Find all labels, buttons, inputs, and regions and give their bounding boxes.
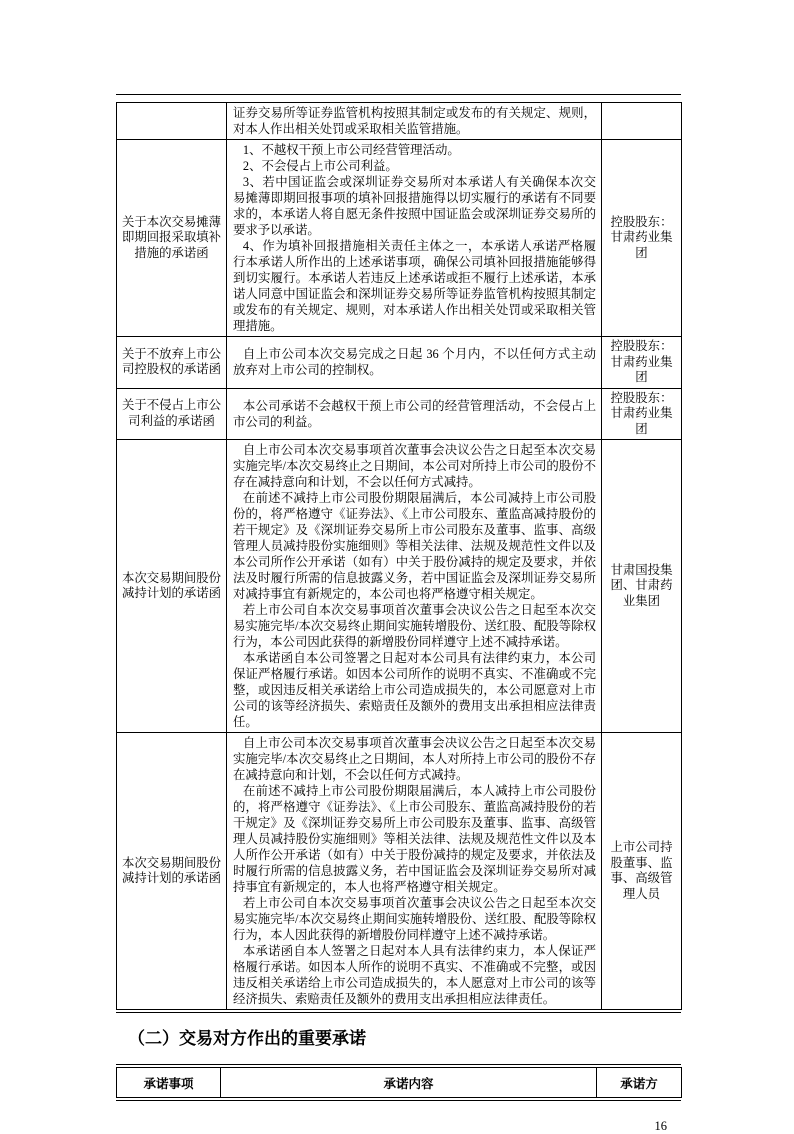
table-row xyxy=(117,733,682,1010)
commitment-content-cell xyxy=(227,388,602,440)
commitment-item-cell xyxy=(117,103,227,140)
paragraph: 自上市公司本次交易事项首次董事会决议公告之日起至本次交易实施完毕/本次交易终止之日期间，本人对所持上市公司的股份不存在减持意向和计划，不会以任何方式减持。 xyxy=(233,736,596,782)
commitment-party-cell xyxy=(602,103,682,140)
table-row xyxy=(117,337,682,389)
header-cell-content: 承诺内容 xyxy=(221,1068,597,1098)
commitment-content-cell xyxy=(227,337,602,389)
paragraph: 本承诺函自本公司签署之日起对本公司具有法律约束力，本公司保证严格履行承诺。如因本公司所作的说明不真实、不准确或不完整，或因违反相关承诺给上市公司造成损失的，本公司愿意对上市公司的该等经济损失、索赔责任及额外的费用支出承担相应法律责任。 xyxy=(233,651,596,729)
paragraph: 若上市公司自本次交易事项首次董事会决议公告之日起至本次交易实施完毕/本次交易终止期间实施转增股份、送红股、配股等除权行为，本人因此获得的新增股份同样遵守上述不减持承诺。 xyxy=(233,896,596,942)
commitment-content-cell xyxy=(227,140,602,337)
commitment-party-cell: 上市公司持股董事、监事、高级管理人员 xyxy=(602,733,682,1010)
page-content xyxy=(116,94,681,1134)
paragraph: 2、不会侵占上市公司利益。 xyxy=(242,159,398,173)
paragraph: 3、若中国证监会或深圳证券交易所对本承诺人有关确保本次交易摊薄即期回报事项的填补回报措施得以切实履行的承诺有不同要求的，本承诺人将自愿无条件按照中国证监会或深圳证券交易所的要求予以承诺。 xyxy=(233,175,596,237)
paragraph: 自上市公司本次交易完成之日起 36 个月内，不以任何方式主动放弃对上市公司的控制权。 xyxy=(233,347,596,378)
commitment-party-cell: 控股股东：甘肃药业集团 xyxy=(602,140,682,337)
commitment-content-cell xyxy=(227,733,602,1010)
paragraph: 若上市公司自本次交易事项首次董事会决议公告之日起至本次交易实施完毕/本次交易终止期间实施转增股份、送红股、配股等除权行为，本公司因此获得的新增股份同样遵守上述不减持承诺。 xyxy=(233,603,596,649)
paragraph: 自上市公司本次交易事项首次董事会决议公告之日起至本次交易实施完毕/本次交易终止之日期间，本公司对所持上市公司的股份不存在减持意向和计划，不会以任何方式减持。 xyxy=(233,443,596,489)
table-bottom-rule xyxy=(116,1012,681,1013)
commitment-content-cell xyxy=(227,103,602,140)
table-row xyxy=(117,140,682,337)
paragraph: 本承诺函自本人签署之日起对本人具有法律约束力，本人保证严格履行承诺。如因本人所作的说明不真实、不准确或不完整，或因违反相关承诺给上市公司造成损失的，本人愿意对上市公司的该等经济损失、索赔责任及额外的费用支出承担相应法律责任。 xyxy=(233,944,596,1006)
commitment-content-cell xyxy=(227,440,602,733)
header-cell-party: 承诺方 xyxy=(597,1068,682,1098)
table-header-row xyxy=(117,1068,682,1098)
commitment-item-cell: 关于不侵占上市公司利益的承诺函 xyxy=(117,388,227,440)
table-row xyxy=(117,388,682,440)
paragraph: 4、作为填补回报措施相关责任主体之一，本承诺人承诺严格履行本承诺人所作出的上述承诺事项，确保公司填补回报措施能够得到切实履行。本承诺人若违反上述承诺或拒不履行上述承诺，本承诺人同意中国证监会和深圳证券交易所等证券监管机构按照其制定或发布的有关规定、规则，对本承诺人作出相关处罚或采取相关管理措施。 xyxy=(233,239,596,333)
table-bottom-rule xyxy=(116,1100,681,1101)
commitment-party-cell: 控股股东：甘肃药业集团 xyxy=(602,337,682,389)
commitment-item-cell: 本次交易期间股份减持计划的承诺函 xyxy=(117,440,227,733)
commitment-party-cell: 甘肃国投集团、甘肃药业集团 xyxy=(602,440,682,733)
table-row xyxy=(117,103,682,140)
table-top-rule xyxy=(116,1064,681,1065)
commitment-item-cell: 关于本次交易摊薄即期回报采取填补措施的承诺函 xyxy=(117,140,227,337)
table-continued-top-rule xyxy=(116,94,681,95)
paragraph: 本公司承诺不会越权干预上市公司的经营管理活动，不会侵占上市公司的利益。 xyxy=(233,398,596,429)
table-row xyxy=(117,440,682,733)
commitment-item-cell: 关于不放弃上市公司控股权的承诺函 xyxy=(117,337,227,389)
counterparty-table-wrap xyxy=(116,1064,681,1101)
paragraph: 在前述不减持上市公司股份期限届满后，本人减持上市公司股份的，将严格遵守《证券法》、《上市公司股东、董监高减持股份的若干规定》及《深圳证券交易所上市公司股东及董事、监事、高级管理人员减持股份实施细则》等相关法律、法规及规范性文件以及本人所作公开承诺（如有）中关于股份减持的规定及要求，并依法及时履行所需的信息披露义务，若中国证监会及深圳证券交易所对减持事宜有新规定的，本人也将严格遵守相关规定。 xyxy=(233,784,596,894)
counterparty-table xyxy=(116,1067,682,1098)
paragraph: 证券交易所等证券监管机构按照其制定或发布的有关规定、规则，对本人作出相关处罚或采取相关监管措施。 xyxy=(233,106,596,136)
commitment-item-cell: 本次交易期间股份减持计划的承诺函 xyxy=(117,733,227,1010)
commitment-party-cell: 控股股东：甘肃药业集团 xyxy=(602,388,682,440)
page-number: 16 xyxy=(654,1119,667,1133)
commitments-table xyxy=(116,102,682,1010)
header-cell-item: 承诺事项 xyxy=(117,1068,221,1098)
section-heading: （二）交易对方作出的重要承诺 xyxy=(128,1029,366,1048)
paragraph: 1、不越权干预上市公司经营管理活动。 xyxy=(242,143,460,157)
paragraph: 在前述不减持上市公司股份期限届满后，本公司减持上市公司股份的，将严格遵守《证券法》、《上市公司股东、董监高减持股份的若干规定》及《深圳证券交易所上市公司股东及董事、监事、高级管理人员减持股份实施细则》等相关法律、法规及规范性文件以及本公司所作公开承诺（如有）中关于股份减持的规定及要求，并依法及时履行所需的信息披露义务，若中国证监会及深圳证券交易所对减持事宜有新规定的，本公司也将严格遵守相关规定。 xyxy=(233,491,596,601)
